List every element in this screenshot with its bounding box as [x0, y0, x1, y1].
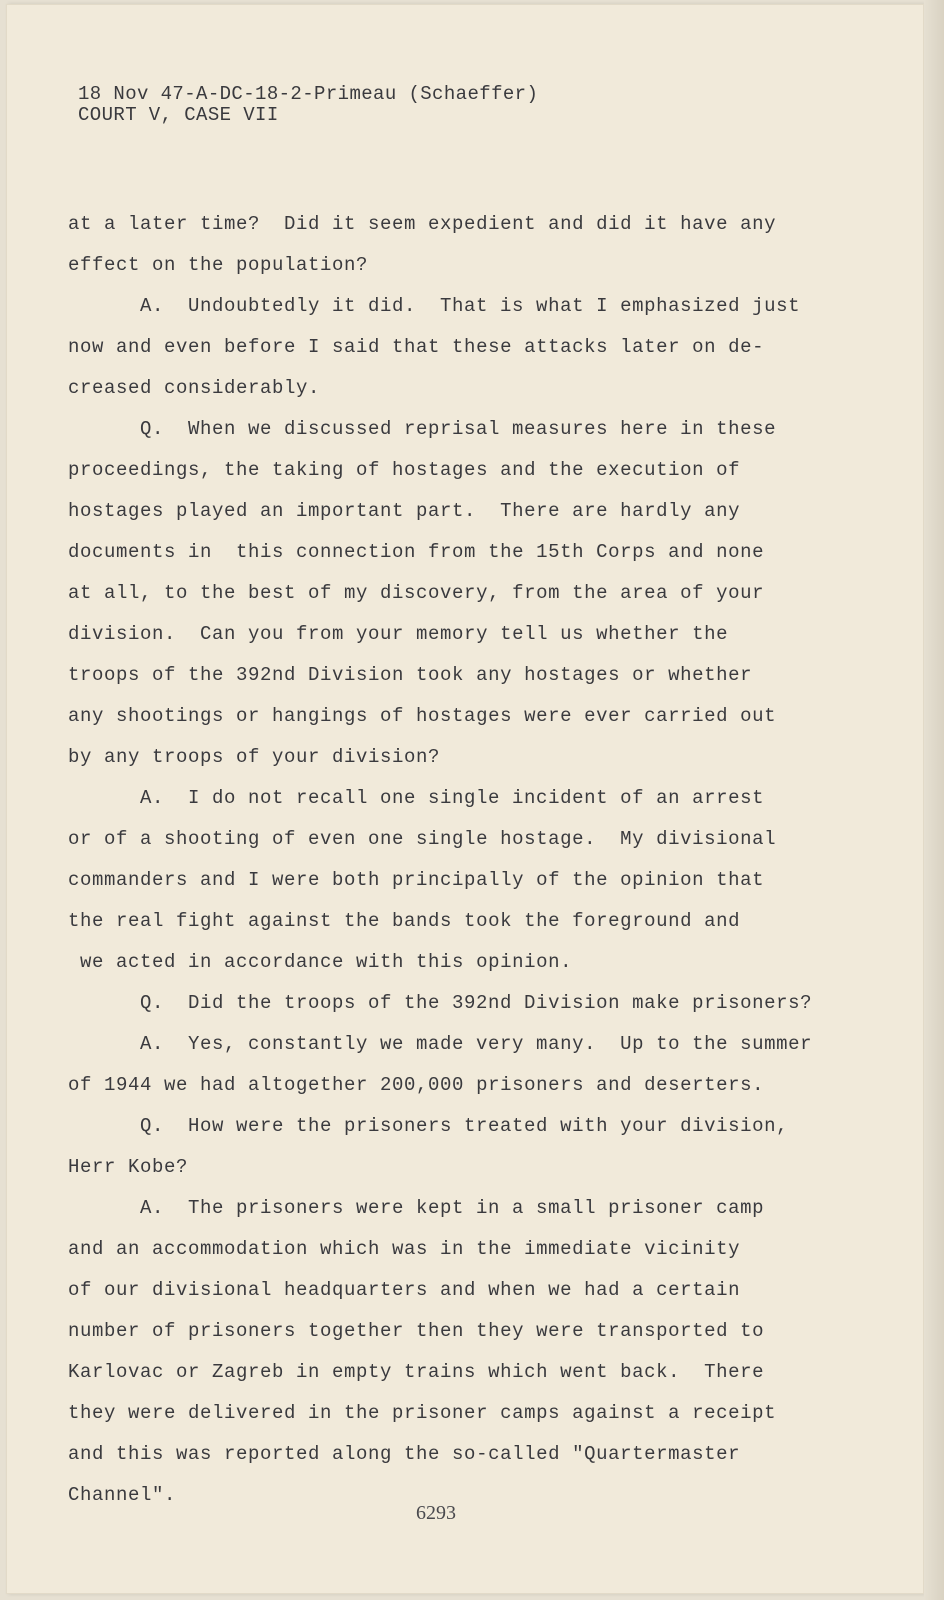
transcript-line: or of a shooting of even one single hostage. My divisional [68, 828, 777, 850]
transcript-line: of 1944 we had altogether 200,000 prisoners and deserters. [68, 1074, 765, 1096]
transcript-line: the real fight against the bands took the foreground and [68, 910, 741, 932]
document-header [78, 84, 538, 126]
transcript-line: A. Undoubtedly it did. That is what I emphasized just [140, 295, 801, 317]
transcript-line: effect on the population? [68, 254, 369, 276]
transcript-line: number of prisoners together then they were transported to [68, 1320, 765, 1342]
transcript-line: Q. How were the prisoners treated with your division, [140, 1115, 789, 1137]
transcript-line: A. I do not recall one single incident of an arrest [140, 787, 765, 809]
header-line-2: COURT V, CASE VII [78, 104, 279, 126]
transcript-line: now and even before I said that these attacks later on de- [68, 336, 765, 358]
transcript-line: by any troops of your division? [68, 746, 441, 768]
transcript-line: division. Can you from your memory tell us whether the [68, 623, 729, 645]
document-page [6, 4, 924, 1594]
transcript-line: creased considerably. [68, 377, 321, 399]
transcript-line: Q. Did the troops of the 392nd Division make prisoners? [140, 992, 813, 1014]
transcript-line: A. The prisoners were kept in a small prisoner camp [140, 1197, 765, 1219]
transcript-line: Channel". [68, 1484, 177, 1506]
transcript-line: proceedings, the taking of hostages and the execution of [68, 459, 741, 481]
transcript-line: A. Yes, constantly we made very many. Up to the summer [140, 1033, 813, 1055]
transcript-line: we acted in accordance with this opinion. [68, 951, 573, 973]
transcript-body [68, 204, 848, 1516]
transcript-line: commanders and I were both principally of the opinion that [68, 869, 765, 891]
transcript-line: troops of the 392nd Division took any hostages or whether [68, 664, 753, 686]
page-number: 6293 [416, 1502, 456, 1524]
transcript-line: and this was reported along the so-called "Quartermaster [68, 1443, 741, 1465]
page-edge [924, 0, 944, 1600]
transcript-line: any shootings or hangings of hostages were ever carried out [68, 705, 777, 727]
transcript-line: at a later time? Did it seem expedient and did it have any [68, 213, 777, 235]
transcript-line: hostages played an important part. There are hardly any [68, 500, 741, 522]
transcript-line: they were delivered in the prisoner camps against a receipt [68, 1402, 777, 1424]
header-line-1: 18 Nov 47-A-DC-18-2-Primeau (Schaeffer) [78, 83, 539, 105]
transcript-line: and an accommodation which was in the immediate vicinity [68, 1238, 741, 1260]
transcript-line: Herr Kobe? [68, 1156, 189, 1178]
transcript-line: of our divisional headquarters and when we had a certain [68, 1279, 741, 1301]
transcript-line: at all, to the best of my discovery, from the area of your [68, 582, 765, 604]
transcript-line: Karlovac or Zagreb in empty trains which went back. There [68, 1361, 765, 1383]
transcript-line: documents in this connection from the 15th Corps and none [68, 541, 765, 563]
transcript-line: Q. When we discussed reprisal measures here in these [140, 418, 777, 440]
